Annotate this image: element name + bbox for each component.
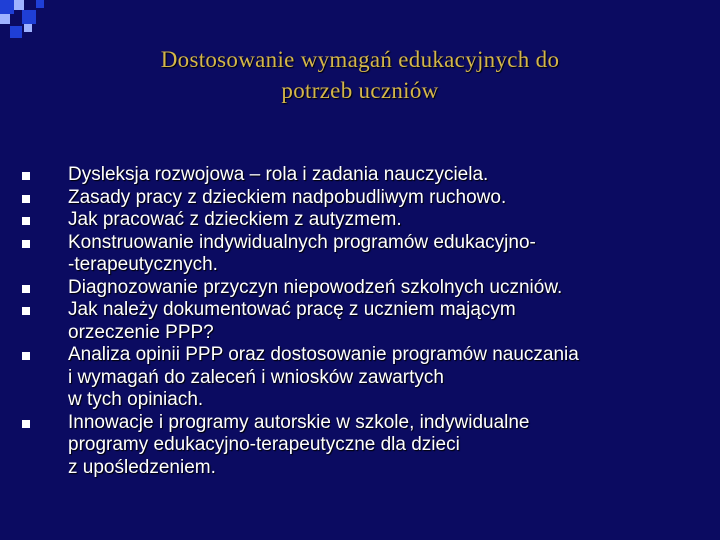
list-item <box>22 187 718 210</box>
list-item-text: Konstruowanie indywidualnych programów edukacyjno- -terapeutycznych. <box>68 231 536 275</box>
square-bullet-icon <box>22 240 30 248</box>
decoration-square <box>22 10 36 24</box>
list-item <box>22 164 718 187</box>
list-item <box>22 277 718 300</box>
square-bullet-icon <box>22 352 30 360</box>
list-item <box>22 232 718 277</box>
square-bullet-icon <box>22 217 30 225</box>
list-item-text: Analiza opinii PPP oraz dostosowanie programów nauczania i wymagań do zaleceń i wniosków zawartych w tych opiniach. <box>68 344 579 410</box>
square-bullet-icon <box>22 420 30 428</box>
list-item <box>22 299 718 344</box>
list-item-text: Dysleksja rozwojowa – rola i zadania nauczyciela. <box>68 164 489 185</box>
list-item-text: Jak pracować z dzieckiem z autyzmem. <box>68 209 402 230</box>
list-item <box>22 209 718 232</box>
square-bullet-icon <box>22 285 30 293</box>
list-item <box>22 344 718 412</box>
corner-decoration <box>0 0 60 50</box>
topic-list <box>22 164 718 479</box>
decoration-square <box>24 24 32 32</box>
decoration-square <box>14 0 24 10</box>
decoration-square <box>10 26 22 38</box>
list-item-text: Zasady pracy z dzieckiem nadpobudliwym ruchowo. <box>68 186 507 208</box>
slide-title: Dostosowanie wymagań edukacyjnych do potrzeb uczniów <box>160 47 560 103</box>
decoration-square <box>36 0 44 8</box>
list-item <box>22 412 718 480</box>
list-item-text: Innowacje i programy autorskie w szkole, indywidualne programy edukacyjno-terapeutyczne dla dzieci z upośledzeniem. <box>68 411 530 478</box>
list-item-text: Jak należy dokumentować pracę z uczniem mającym orzeczenie PPP? <box>68 299 516 343</box>
square-bullet-icon <box>22 172 30 180</box>
square-bullet-icon <box>22 195 30 203</box>
decoration-square <box>0 14 10 24</box>
list-item-text: Diagnozowanie przyczyn niepowodzeń szkolnych uczniów. <box>68 276 563 298</box>
square-bullet-icon <box>22 307 30 315</box>
decoration-square <box>0 0 14 14</box>
